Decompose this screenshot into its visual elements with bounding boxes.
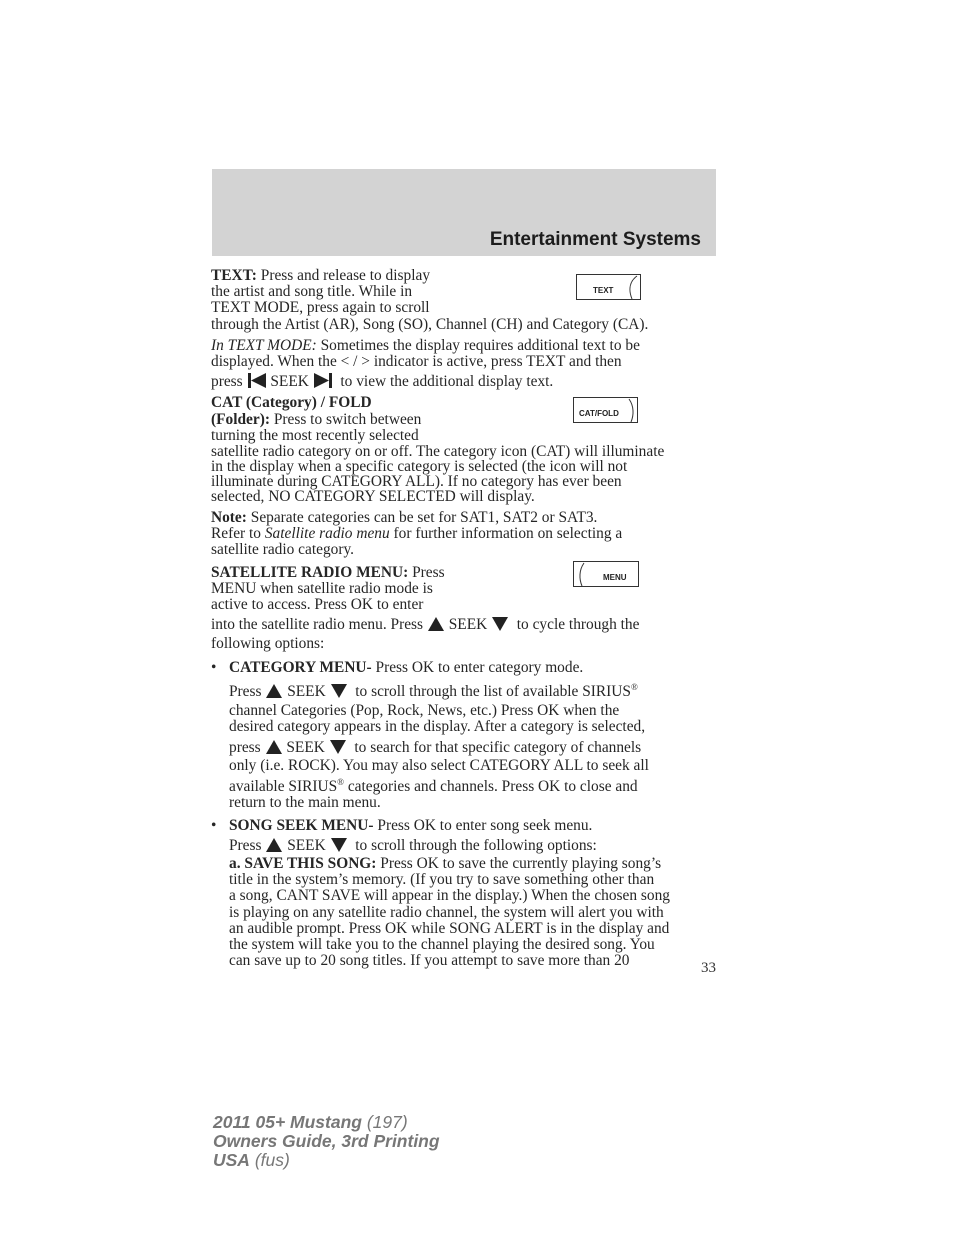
cat-fold-button-label: CAT/FOLD [579, 409, 619, 419]
text-button-illustration [467, 268, 717, 316]
text-button [576, 274, 641, 300]
song-seek-menu-item: • SONG SEEK MENU- Press OK to enter song seek menu. Press SEEK to scroll through the following options: a. SAVE THIS SONG: Press OK to save the currently playing song’s title in the system’s memory. (If you try to save something other than a song, CANT SAVE will appear in the display.) When the chosen song is playing on any satellite radio channel, the system will alert you with an audible prompt. Press OK while SONG ALERT is in the display and the system will take you to the channel playing the desired song. You can save up to 20 song titles. If you attempt to save more than 20 [211, 816, 670, 970]
down-triangle-icon [491, 616, 509, 632]
menu-button-label: MENU [603, 572, 627, 582]
menu-button [573, 561, 639, 587]
satellite-radio-menu-reference: Satellite radio menu [264, 525, 390, 543]
button-curve-icon [574, 398, 639, 424]
up-triangle-icon [265, 837, 283, 853]
cat-fold-button [573, 397, 638, 423]
cat-fold-button-illustration [467, 395, 717, 443]
section-header [212, 169, 716, 256]
category-menu-item: • CATEGORY MENU- Press OK to enter category mode. Press SEEK to scroll through the list of available SIRIUS® channel Categories (Pop, Rock, News, etc.) Press OK when the desired category appears in the display. After a category is selected, press SEEK to search for that specific category of channels only (i.e. ROCK). You may also select CATEGORY ALL to seek all available SIRIUS® categories and channels. Press OK to close and return to the main menu. [211, 658, 649, 812]
page-content [211, 268, 717, 969]
menu-button-illustration [467, 565, 717, 613]
down-triangle-icon [330, 837, 348, 853]
text-section: TEXT TEXT: Press and release to display the artist and song title. While in TEXT MODE, press again to scroll through the Artist (AR), Song (SO), Channel (CH) and Category (CA). [211, 268, 717, 333]
note-paragraph: Note: Separate categories can be set for SAT1, SAT2 or SAT3. Refer to Satellite radio menu for further information on selecting a satellite radio category. [211, 509, 623, 559]
up-triangle-icon [427, 616, 445, 632]
satellite-radio-menu-section: MENU SATELLITE RADIO MENU: Press MENU when satellite radio mode is active to access. Press OK to enter into the satellite radio menu. Press SEEK to cycle through the following options: [211, 565, 717, 653]
down-triangle-icon [329, 739, 347, 755]
document-footer: 2011 05+ Mustang (197) Owners Guide, 3rd Printing USA (fus) [213, 1112, 440, 1170]
page-number: 33 [701, 960, 716, 976]
up-triangle-icon [265, 739, 283, 755]
up-triangle-icon [265, 683, 283, 699]
cat-fold-section: CAT/FOLD CAT (Category) / FOLD (Folder): Press to switch between turning the most recently selected satellite radio category on or off. The category icon (CAT) will illuminate in the display when a specific category is selected (the icon will not illuminate during CATEGORY ALL). If no category has ever been selected, NO CATEGORY SELECTED will display. [211, 395, 717, 504]
text-mode-paragraph: In TEXT MODE: Sometimes the display requires additional text to be displayed. When the < / > indicator is active, press TEXT and then press SEEK to view the additional display text. [211, 336, 640, 391]
seek-forward-icon [313, 372, 333, 389]
seek-back-icon [247, 372, 267, 389]
section-title: Entertainment Systems [489, 229, 701, 250]
down-triangle-icon [330, 683, 348, 699]
button-curve-icon [577, 275, 642, 301]
text-button-label: TEXT [593, 286, 614, 295]
